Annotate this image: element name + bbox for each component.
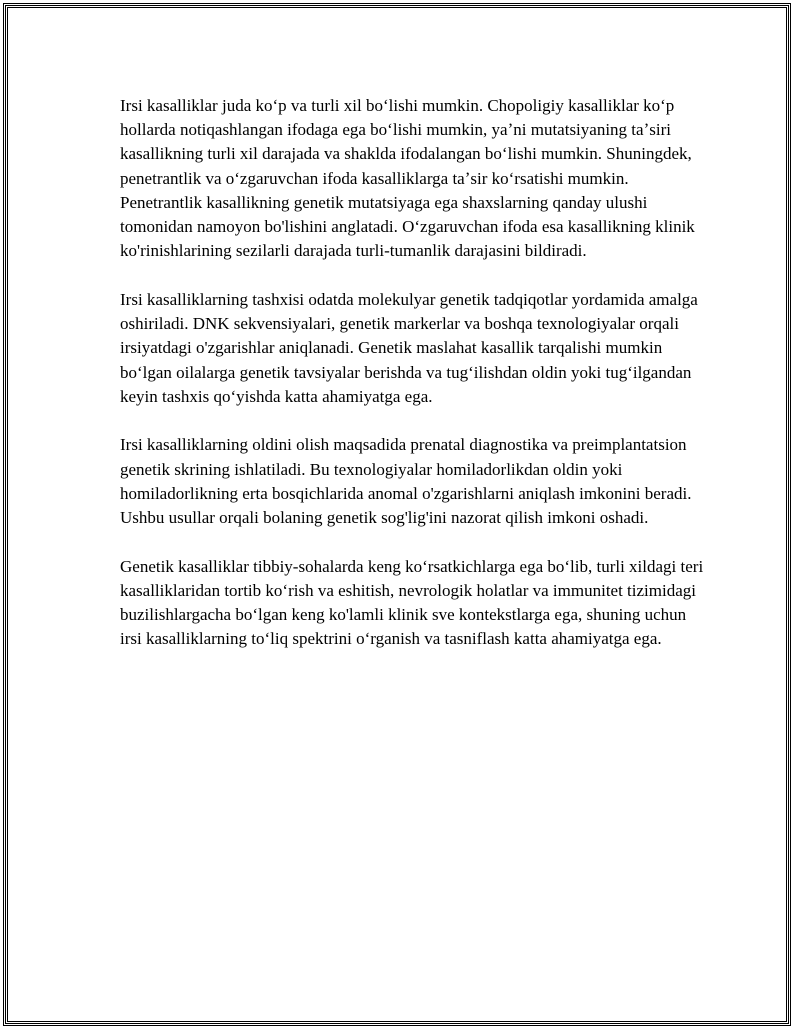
paragraph-3: Irsi kasalliklarning oldini olish maqsadida prenatal diagnostika va preimplantatsion genetik skrining ishlatiladi. Bu texnologiyalar homiladorlikdan oldin yoki homiladorlikning erta bosqichlarida anomal o'zgarishlarni aniqlash imkonini beradi. Ushbu usullar orqali bolaning genetik sog'lig'ini nazorat qilish imkoni oshadi. — [120, 435, 692, 528]
document-body — [120, 94, 710, 676]
page-frame — [3, 3, 791, 1026]
paragraph-2: Irsi kasalliklarning tashxisi odatda molekulyar genetik tadqiqotlar yordamida amalga oshiriladi. DNK sekvensiyalari, genetik markerlar va boshqa texnologiyalar orqali irsiyatdagi o'zgarishlar aniqlanadi. Genetik maslahat kasallik tarqalishi mumkin boʻlgan oilalarga genetik tavsiyalar berishda va tugʻilishdan oldin yoki tugʻilgandan keyin tashxis qoʻyishda katta ahamiyatga ega. — [120, 289, 698, 406]
paragraph-1: Irsi kasalliklar juda koʻp va turli xil boʻlishi mumkin. Chopoligiy kasalliklar koʻp hollarda notiqashlangan ifodaga ega boʻlishi mumkin, yaʼni mutatsiyaning taʼsiri kasallikning turli xil darajada va shaklda ifodalangan boʻlishi mumkin. Shuningdek, penetrantlik va oʻzgaruvchan ifoda kasalliklarga taʼsir koʻrsatishi mumkin. Penetrantlik kasallikning genetik mutatsiyaga ega shaxslarning qanday ulushi tomonidan namoyon bo'lishini anglatadi. Oʻzgaruvchan ifoda esa kasallikning klinik ko'rinishlarining sezilarli darajada turli-tumanlik darajasini bildiradi. — [120, 96, 695, 261]
paragraph-4: Genetik kasalliklar tibbiy-sohalarda keng koʻrsatkichlarga ega boʻlib, turli xildagi teri kasalliklaridan tortib koʻrish va eshitish, nevrologik holatlar va immunitet tizimidagi buzilishlargacha boʻlgan keng ko'lamli klinik sve kontekstlarga ega, shuning uchun irsi kasalliklarning toʻliq spektrini oʻrganish va tasniflash katta ahamiyatga ega. — [120, 556, 704, 649]
